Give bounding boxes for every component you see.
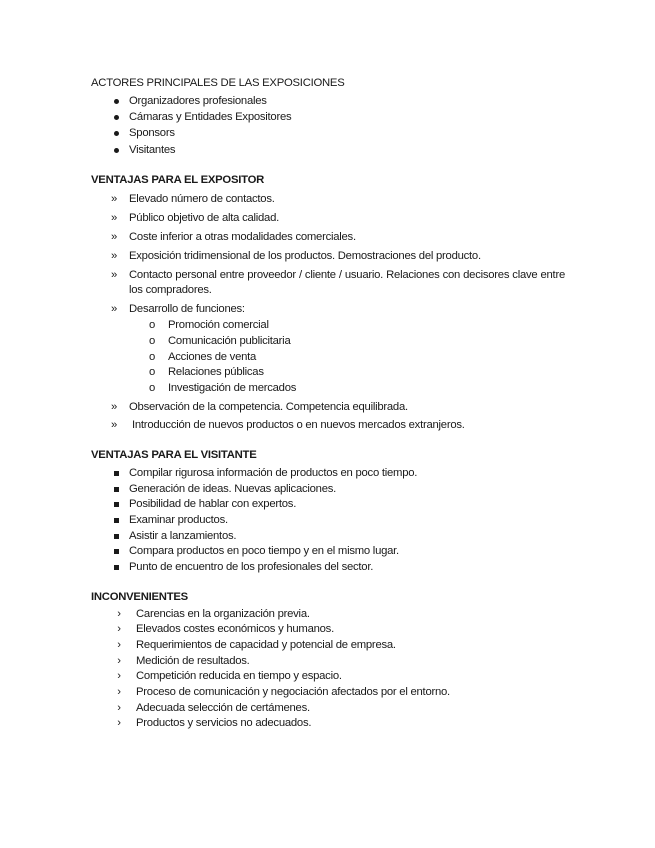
list-item-text: Elevados costes económicos y humanos.: [136, 623, 334, 635]
sub-list-item-text: Relaciones públicas: [168, 366, 264, 378]
list-item-text: Introducción de nuevos productos o en nuevos mercados extranjeros.: [132, 419, 465, 431]
list-item-text: Carencias en la organización previa.: [136, 608, 310, 620]
list-item-text: Cámaras y Entidades Expositores: [129, 111, 292, 123]
sub-list-item-text: Acciones de venta: [168, 351, 257, 363]
section-title-inconvenientes: INCONVENIENTES: [91, 591, 188, 603]
double-chevron-icon: »: [110, 231, 118, 243]
list-item-text: Desarrollo de funciones:: [129, 303, 245, 315]
double-chevron-icon: »: [110, 401, 118, 413]
list-item-text: Compara productos en poco tiempo y en el mismo lugar.: [129, 545, 399, 557]
section-title-visitante: VENTAJAS PARA EL VISITANTE: [91, 449, 257, 461]
double-chevron-icon: »: [110, 193, 118, 205]
circle-bullet-icon: o: [148, 319, 156, 331]
list-item-text: Exposición tridimensional de los productos. Demostraciones del producto.: [129, 250, 481, 262]
bullet-dot-icon: [109, 143, 123, 157]
list-item-text: Coste inferior a otras modalidades comerciales.: [129, 231, 356, 243]
double-chevron-icon: »: [110, 250, 118, 262]
circle-bullet-icon: o: [148, 335, 156, 347]
square-bullet-icon: [109, 497, 123, 511]
square-bullet-icon: [109, 513, 123, 527]
list-item-text: Generación de ideas. Nuevas aplicaciones.: [129, 483, 337, 495]
list-item-text: Público objetivo de alta calidad.: [129, 212, 280, 224]
list-item-text: Proceso de comunicación y negociación afectados por el entorno.: [136, 686, 450, 698]
double-chevron-icon: »: [110, 269, 118, 281]
chevron-right-icon: ›: [117, 702, 121, 714]
list-item-text: Compilar rigurosa información de productos en poco tiempo.: [129, 467, 418, 479]
list-item-text: Medición de resultados.: [136, 655, 250, 667]
section-title-expositor: VENTAJAS PARA EL EXPOSITOR: [91, 174, 265, 186]
square-bullet-icon: [109, 482, 123, 496]
chevron-right-icon: ›: [117, 639, 121, 651]
list-item-text: Contacto personal entre proveedor / cliente / usuario. Relaciones con decisores clave entre los compradores.: [129, 269, 565, 296]
circle-bullet-icon: o: [148, 382, 156, 394]
list-item-text: Organizadores profesionales: [129, 95, 267, 107]
list-item-text: Punto de encuentro de los profesionales del sector.: [129, 561, 374, 573]
bullet-dot-icon: [109, 110, 123, 124]
chevron-right-icon: ›: [117, 608, 121, 620]
list-item-text: Posibilidad de hablar con expertos.: [129, 498, 297, 510]
list-item-text: Examinar productos.: [129, 514, 228, 526]
list-item-text: Productos y servicios no adecuados.: [136, 717, 312, 729]
bullet-dot-icon: [109, 94, 123, 108]
list-item-text: Asistir a lanzamientos.: [129, 530, 237, 542]
list-item-text: Competición reducida en tiempo y espacio.: [136, 670, 342, 682]
double-chevron-icon: »: [110, 419, 118, 431]
list-item-text: Adecuada selección de certámenes.: [136, 702, 310, 714]
square-bullet-icon: [109, 544, 123, 558]
chevron-right-icon: ›: [117, 670, 121, 682]
square-bullet-icon: [109, 560, 123, 574]
chevron-right-icon: ›: [117, 655, 121, 667]
chevron-right-icon: ›: [117, 623, 121, 635]
sub-list-item-text: Comunicación publicitaria: [168, 335, 291, 347]
list-item-text: Observación de la competencia. Competencia equilibrada.: [129, 401, 408, 413]
list-item-text: Requerimientos de capacidad y potencial de empresa.: [136, 639, 396, 651]
circle-bullet-icon: o: [148, 351, 156, 363]
section-title-actores: ACTORES PRINCIPALES DE LAS EXPOSICIONES: [91, 77, 345, 89]
chevron-right-icon: ›: [117, 717, 121, 729]
square-bullet-icon: [109, 466, 123, 480]
circle-bullet-icon: o: [148, 366, 156, 378]
sub-list-item-text: Promoción comercial: [168, 319, 269, 331]
list-item-text: Sponsors: [129, 127, 175, 139]
chevron-right-icon: ›: [117, 686, 121, 698]
list-item-text: Elevado número de contactos.: [129, 193, 275, 205]
sub-list-item-text: Investigación de mercados: [168, 382, 297, 394]
square-bullet-icon: [109, 529, 123, 543]
double-chevron-icon: »: [110, 303, 118, 315]
double-chevron-icon: »: [110, 212, 118, 224]
bullet-dot-icon: [109, 126, 123, 140]
list-item-text: Visitantes: [129, 144, 176, 156]
